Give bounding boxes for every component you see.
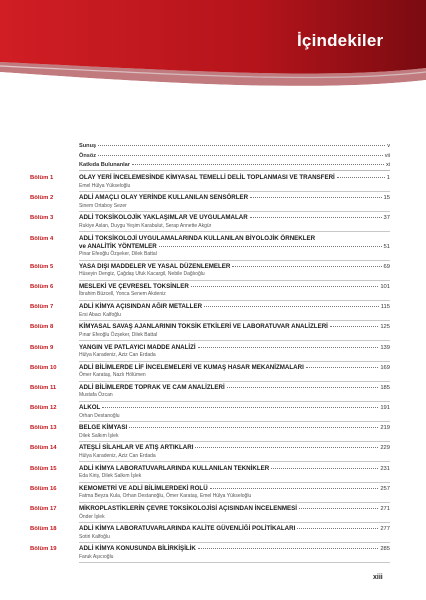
chapter-body [79,194,390,212]
chapter-body [79,344,390,362]
leader-dots [210,488,379,489]
entry-divider [79,421,390,422]
chapter-title: KEMOMETRİ VE ADLİ BİLİMLERDEKİ ROLÜ [79,484,208,492]
chapter-entry[interactable] [30,194,390,212]
chapter-number: Bölüm 13 [30,425,57,432]
chapter-authors: Fatma Beyza Kula, Orhan Destanoğlu, Ömer Karataş, Emel Hülya Yükseloğlu [79,493,252,500]
entry-divider [79,381,390,382]
chapter-title-line [79,465,390,473]
chapter-authors: Faruk Aşıcıoğlu [79,553,114,560]
chapter-entry[interactable] [30,505,390,523]
leader-dots [204,306,379,307]
front-matter-label: Sunuş [79,143,97,149]
chapter-title-line [79,525,390,533]
chapter-title-line [79,505,390,513]
chapter-page: 231 [380,465,390,472]
chapter-number: Bölüm 8 [30,324,54,331]
chapter-body [79,465,390,483]
front-matter-list [79,143,390,172]
leader-dots [271,468,378,469]
chapter-title: OLAY YERİ İNCELEMESİNDE KİMYASAL TEMELLİ DELİL TOPLANMASI VE TRANSFERİ [79,174,335,181]
leader-dots [250,197,381,198]
chapter-page: 37 [383,215,390,222]
leader-dots [129,427,378,428]
chapter-entry[interactable] [30,424,390,442]
chapter-authors: Mustafa Özcan [79,392,113,399]
chapter-page: 101 [380,283,390,290]
entry-divider [79,191,390,192]
chapter-title: ADLİ TOKSİKOLOJİ UYGULAMALARINDA KULLANILAN BİYOLOJİK ÖRNEKLER [79,234,316,242]
chapter-title: MİKROPLASTİKLERİN ÇEVRE TOKSİKOLOJİSİ AÇISINDAN İNCELENMESİ [79,505,297,512]
leader-dots [132,164,384,165]
chapter-title: BELGE KİMYASI [79,424,128,432]
leader-dots [98,155,383,156]
page-title: İçindekiler [297,31,384,50]
chapter-page: 69 [383,263,390,270]
chapter-number: Bölüm 17 [30,506,57,512]
chapter-page: 219 [380,425,390,432]
chapter-title: ADLİ KİMYA KONUSUNDA BİLİRKİŞİLİK [79,545,196,553]
chapter-page: 277 [380,526,390,533]
section-divider [79,170,390,171]
chapter-title: YASA DIŞI MADDELER VE YASAL DÜZENLEMELER [79,262,231,270]
chapter-entry[interactable] [30,235,390,261]
chapter-title: YANGIN VE PATLAYICI MADDE ANALİZİ [79,343,196,351]
chapter-authors: Rukiye Aslan, Duygu Yeşim Karabulut, Serap Annette Akgür [79,222,212,229]
chapter-body [79,424,390,442]
chapter-title-line [79,174,390,182]
chapter-page: 257 [380,485,390,492]
entry-divider [79,502,390,503]
chapter-title-line [79,404,390,412]
chapter-authors: Ömer Karataş, Nazlı Hölümen [79,372,146,379]
chapter-entry[interactable] [30,444,390,462]
chapter-entry[interactable] [30,323,390,341]
chapter-title: ADLİ KİMYA AÇISINDAN AĞIR METALLER [79,303,203,311]
chapter-number: Bölüm 19 [30,546,57,553]
chapter-body [79,174,390,192]
chapter-body [79,364,390,382]
chapter-number: Bölüm 9 [30,344,54,351]
chapter-body [79,214,390,232]
chapter-number: Bölüm 16 [30,485,57,492]
chapter-number: Bölüm 18 [30,526,57,533]
chapter-page: 271 [380,506,390,512]
chapter-title: ADLİ BİLİMLERDE LİF İNCELEMELERİ VE KUMAŞ HASAR MEKANİZMALARI [79,363,304,371]
chapter-list [30,174,390,566]
chapter-page: 139 [380,344,390,351]
chapter-body [79,404,390,422]
chapter-entry[interactable] [30,263,390,281]
leader-dots [330,326,378,327]
entry-divider [79,401,390,402]
front-matter-page: vii [384,152,390,159]
entry-divider [79,522,390,523]
entry-divider [79,482,390,483]
chapter-entry[interactable] [30,525,390,543]
chapter-entry[interactable] [30,303,390,321]
chapter-page: 15 [383,195,390,202]
entry-divider [79,340,390,341]
chapter-number: Bölüm 4 [30,235,54,242]
chapter-page: 1 [386,175,390,181]
leader-dots [159,246,382,247]
chapter-title-line [79,364,390,372]
entry-divider [79,542,390,543]
chapter-title-line [79,235,390,243]
chapter-title: ADLİ BİLİMLERDE TOPRAK VE CAM ANALİZLERİ [79,383,225,391]
chapter-entry[interactable] [30,465,390,483]
chapter-body [79,545,390,563]
chapter-entry[interactable] [30,404,390,422]
chapter-body [79,323,390,341]
chapter-number: Bölüm 2 [30,195,54,202]
chapter-title-continued: ve ANALİTİK YÖNTEMLER [79,242,157,250]
chapter-body [79,505,390,523]
chapter-number: Bölüm 11 [30,384,57,391]
leader-dots [306,367,379,368]
chapter-title: ADLİ KİMYA LABORATUVARLARINDA KULLANILAN TEKNİKLER [79,464,270,472]
chapter-number: Bölüm 14 [30,445,57,452]
chapter-entry[interactable] [30,283,390,301]
chapter-page: 185 [380,384,390,391]
chapter-body [79,525,390,543]
front-matter-page: xi [385,162,390,168]
entry-divider [79,300,390,301]
chapter-entry[interactable] [30,364,390,382]
chapter-title: MESLEKİ VE ÇEVRESEL TOKSİNLER [79,282,189,290]
front-matter-page: v [387,143,390,149]
front-matter-label: Önsöz [79,152,97,159]
chapter-body [79,235,390,261]
chapter-title-line [79,545,390,553]
leader-dots [297,528,378,529]
chapter-number: Bölüm 15 [30,465,57,472]
chapter-authors: Hüseyin Dengiz, Çağdaş Ufuk Kacargil, Nebile Dağlıoğlu [79,271,205,278]
leader-dots [227,387,379,388]
chapter-title-line [79,444,390,452]
chapter-page: 115 [380,304,390,311]
chapter-title: KİMYASAL SAVAŞ AJANLARININ TOKSİK ETKİLERİ VE LABORATUVAR ANALİZLERİ [79,323,328,331]
chapter-title-line [79,344,390,352]
leader-dots [337,177,385,178]
chapter-title-line [79,424,390,432]
entry-divider [79,461,390,462]
entry-divider [79,280,390,281]
chapter-body [79,384,390,402]
chapter-title-line [79,384,390,392]
entry-divider [79,231,390,232]
chapter-authors: Pinar Efeoğlu Özşeker, Dilek Battal [79,251,157,258]
chapter-entry[interactable] [30,174,390,192]
entry-divider [79,441,390,442]
chapter-number: Bölüm 3 [30,215,54,222]
entry-divider [79,562,390,563]
chapter-entry[interactable] [30,344,390,362]
chapter-title-line [79,263,390,271]
page-number: xiii [373,574,383,581]
chapter-number: Bölüm 6 [30,283,54,290]
entry-divider [79,361,390,362]
chapter-entry[interactable] [30,384,390,402]
chapter-authors: Hülya Karadeniz, Aziz Can Erdada [79,352,156,358]
leader-dots [191,286,379,287]
chapter-page: 169 [380,364,390,371]
chapter-title: ATEŞLİ SİLAHLAR VE ATIŞ ARTIKLARI [79,444,194,452]
leader-dots [198,347,379,348]
chapter-authors: Sotiri Kalfoğlu [79,533,110,540]
chapter-authors: Önder İşlek [79,513,105,520]
entry-divider [79,320,390,321]
chapter-title-line [79,485,390,493]
chapter-entry[interactable] [30,545,390,563]
leader-dots [250,217,382,218]
chapter-authors: Hülya Karadeniz, Aziz Can Erdada [79,452,156,459]
leader-dots [198,548,378,549]
leader-dots [98,145,385,146]
chapter-authors: İbrahim Büzcell, Yonca Senem Akdeniz [79,291,166,298]
entry-divider [79,260,390,261]
chapter-authors: Eda Kiriş, Dilek Salkım İşlek [79,473,142,480]
entry-divider [79,211,390,212]
chapter-body [79,485,390,503]
chapter-title: ADLİ KİMYA LABORATUVARLARINDA KALİTE GÜVENLİĞİ POLİTİKALARI [79,525,296,533]
chapter-page: 51 [383,243,390,250]
chapter-authors: Sinem Ortaboy Sezer [79,202,127,209]
chapter-authors: Ersi Abacı Kalfoğlu [79,311,121,318]
chapter-title-line [79,283,390,291]
chapter-authors: Orhan Destanoğlu [79,412,120,419]
header-banner [0,0,426,100]
chapter-body [79,444,390,462]
chapter-title-line [79,323,390,331]
chapter-authors: Pınar Efeoğlu Özşeker, Dilek Battal [79,331,158,338]
leader-dots [102,407,378,408]
chapter-page: 229 [380,445,390,452]
chapter-number: Bölüm 7 [30,304,54,311]
chapter-number: Bölüm 10 [30,364,57,371]
chapter-authors: Emel Hülya Yükseloğlu [79,182,131,189]
front-matter-item[interactable] [79,143,390,153]
chapter-entry[interactable] [30,214,390,232]
chapter-page: 125 [380,324,390,331]
leader-dots [195,447,378,448]
leader-dots [299,508,378,509]
chapter-title: ALKOL [79,404,101,412]
chapter-title-line [79,194,390,202]
chapter-title: ADLİ AMAÇLI OLAY YERİNDE KULLANILAN SENSÖRLER [79,194,249,202]
chapter-title-line [79,303,390,311]
chapter-title-line [79,243,390,251]
leader-dots [232,266,381,267]
chapter-number: Bölüm 12 [30,405,57,412]
front-matter-item[interactable] [79,153,390,163]
chapter-number: Bölüm 1 [30,175,54,181]
chapter-body [79,303,390,321]
chapter-body [79,263,390,281]
chapter-title-line [79,214,390,222]
chapter-number: Bölüm 5 [30,263,54,270]
chapter-authors: Dilek Salkım İşlek [79,432,119,439]
chapter-body [79,283,390,301]
chapter-page: 285 [380,546,390,553]
chapter-title: ADLİ TOKSİKOLOJİK YAKLAŞIMLAR VE UYGULAMALAR [79,214,248,222]
chapter-page: 191 [380,405,390,412]
chapter-entry[interactable] [30,485,390,503]
front-matter-label: Katkıda Bulunanlar [79,162,130,168]
